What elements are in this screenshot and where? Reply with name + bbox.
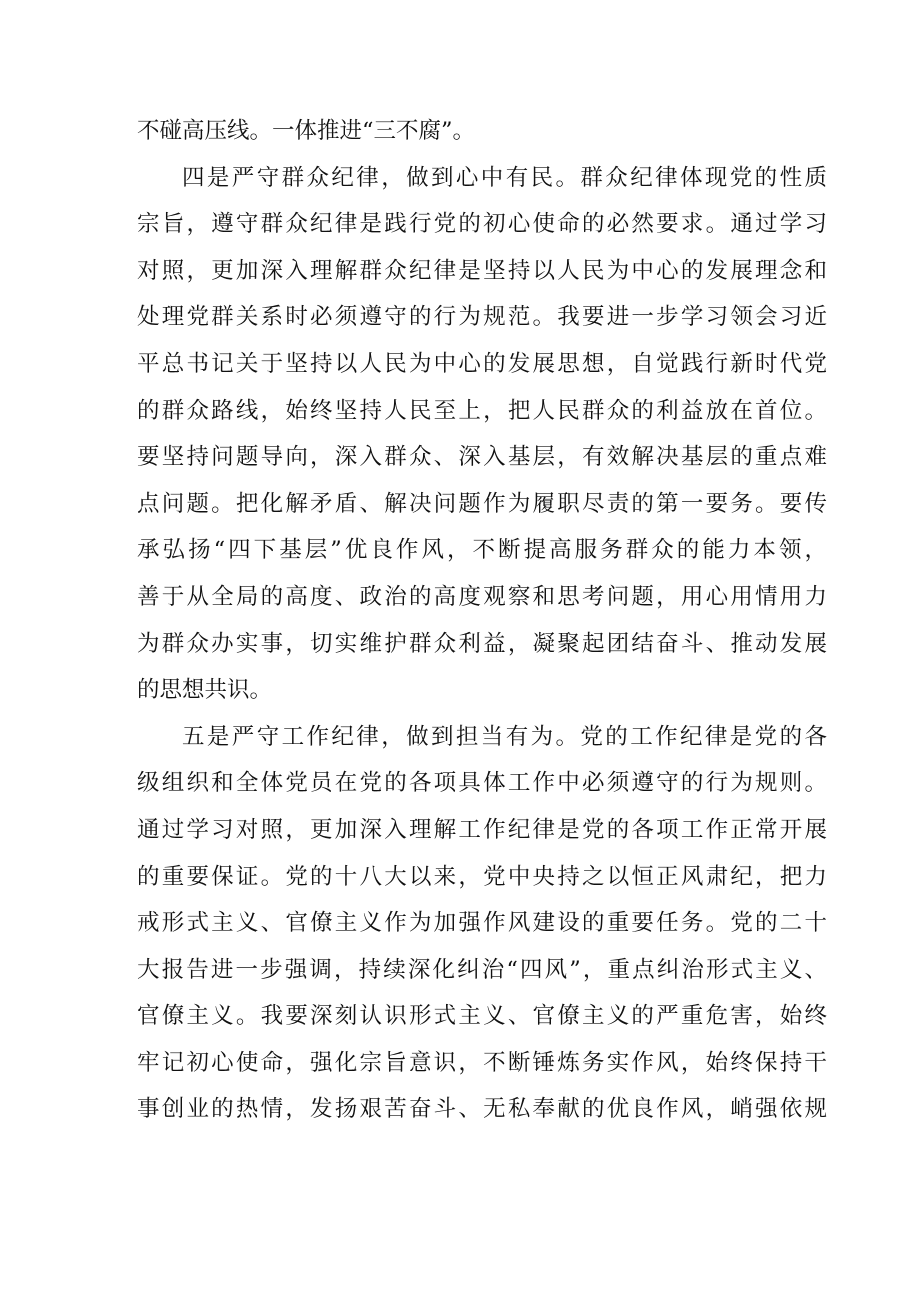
text-line: 大报告进一步强调，持续深化纠治“四风”，重点纠治形式主义、 <box>137 956 827 983</box>
text-line: 通过学习对照，更加深入理解工作纪律是党的各项工作正常开展 <box>137 816 827 843</box>
text-line: 为群众办实事，切实维护群众利益，凝聚起团结奋斗、推动发展 <box>137 630 827 657</box>
text-line: 戒形式主义、官僚主义作为加强作风建设的重要任务。党的二十 <box>137 910 827 937</box>
text-line: 点问题。把化解矛盾、解决问题作为履职尽责的第一要务。要传 <box>137 490 827 517</box>
text-line: 的群众路线，始终坚持人民至上，把人民群众的利益放在首位。 <box>137 397 827 424</box>
text-line: 的重要保证。党的十八大以来，党中央持之以恒正风肃纪，把力 <box>137 863 827 890</box>
text-line: 官僚主义。我要深刻认识形式主义、官僚主义的严重危害，始终 <box>137 1003 827 1030</box>
text-line: 宗旨，遵守群众纪律是践行党的初心使命的必然要求。通过学习 <box>137 211 827 238</box>
text-line: 的思想共识。 <box>137 677 273 704</box>
text-line: 平总书记关于坚持以人民为中心的发展思想，自觉践行新时代党 <box>137 350 827 377</box>
text-line: 不碰高压线。一体推进“三不腐”。 <box>137 118 476 144</box>
text-line: 对照，更加深入理解群众纪律是坚持以人民为中心的发展理念和 <box>137 257 827 284</box>
text-line: 要坚持问题导向，深入群众、深入基层，有效解决基层的重点难 <box>137 444 827 471</box>
paragraph-4-heading-line: 四是严守群众纪律，做到心中有民。群众纪律体现党的性质 <box>182 164 827 191</box>
text-line: 处理党群关系时必须遵守的行为规范。我要进一步学习领会习近 <box>137 304 827 331</box>
text-line: 牢记初心使命，强化宗旨意识，不断锤炼务实作风，始终保持干 <box>137 1049 827 1076</box>
text-line: 承弘扬“四下基层”优良作风，不断提高服务群众的能力本领， <box>137 537 827 564</box>
text-line: 善于从全局的高度、政治的高度观察和思考问题，用心用情用力 <box>137 583 827 610</box>
paragraph-5-heading-line: 五是严守工作纪律，做到担当有为。党的工作纪律是党的各 <box>182 723 827 750</box>
text-line: 事创业的热情，发扬艰苦奋斗、无私奉献的优良作风，峭强依规 <box>137 1096 827 1123</box>
body-text <box>137 108 827 1133</box>
text-line: 级组织和全体党员在党的各项具体工作中必须遵守的行为规则。 <box>137 770 827 797</box>
